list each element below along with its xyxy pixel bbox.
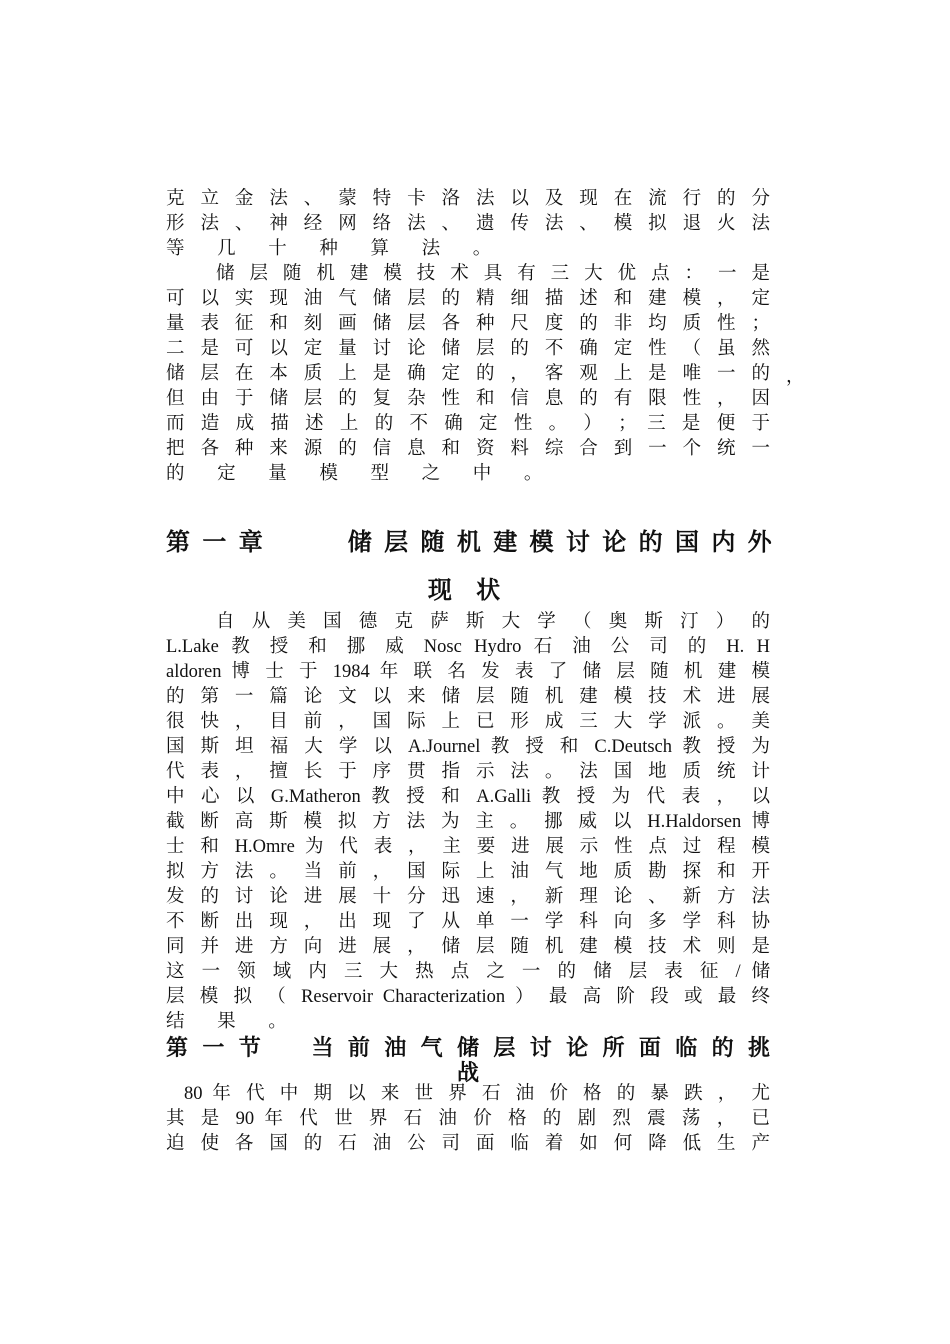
paragraph-line: 结 果 。 bbox=[166, 1012, 301, 1032]
paragraph-line: 的 定 量 模 型 之 中 。 bbox=[166, 464, 557, 484]
paragraph-line: 层 模 拟 （ Reservoir Characterization ） 最 高 阶 段 或 最 终 bbox=[166, 987, 770, 1007]
paragraph-line: 很 快 ， 目 前 ， 国 际 上 已 形 成 三 大 学 派 。 美 bbox=[166, 712, 770, 732]
stray-comma: ， bbox=[786, 366, 804, 386]
paragraph-line: 自 从 美 国 德 克 萨 斯 大 学 （ 奥 斯 汀 ） 的 bbox=[216, 612, 770, 632]
paragraph-line: 量 表 征 和 刻 画 储 层 各 种 尺 度 的 非 均 质 性 ； bbox=[166, 314, 770, 334]
paragraph-line: 的 第 一 篇 论 文 以 来 储 层 随 机 建 模 技 术 进 展 bbox=[166, 687, 770, 707]
paragraph-line: 而 造 成 描 述 上 的 不 确 定 性 。 ） ； 三 是 便 于 bbox=[166, 414, 770, 434]
chapter-heading-continued: 现 状 bbox=[427, 576, 509, 604]
paragraph-line: 截 断 高 斯 模 拟 方 法 为 主 。 挪 威 以 H.Haldorsen 博 bbox=[166, 812, 770, 832]
paragraph-line: 国 斯 坦 福 大 学 以 A.Journel 教 授 和 C.Deutsch 教 授 为 bbox=[166, 737, 770, 757]
paragraph-line: 代 表 ， 擅 长 于 序 贯 指 示 法 。 法 国 地 质 统 计 bbox=[166, 762, 770, 782]
paragraph-line: 形 法 、 神 经 网 络 法 、 遗 传 法 、 模 拟 退 火 法 bbox=[166, 214, 770, 234]
chapter-heading: 第 一 章 储 层 随 机 建 模 讨 论 的 国 内 外 bbox=[166, 528, 774, 556]
paragraph-line: 等 几 十 种 算 法 。 bbox=[166, 239, 506, 259]
paragraph-line: 把 各 种 来 源 的 信 息 和 资 料 综 合 到 一 个 统 一 bbox=[166, 439, 770, 459]
paragraph-line: 中 心 以 G.Matheron 教 授 和 A.Galli 教 授 为 代 表 ， 以 bbox=[166, 787, 770, 807]
section-heading: 第 一 节 当 前 油 气 储 层 讨 论 所 面 临 的 挑 bbox=[166, 1036, 770, 1061]
paragraph-line: 克 立 金 法 、 蒙 特 卡 洛 法 以 及 现 在 流 行 的 分 bbox=[166, 189, 770, 209]
paragraph-line: 可 以 实 现 油 气 储 层 的 精 细 描 述 和 建 模 ， 定 bbox=[166, 289, 770, 309]
paragraph-line: 同 并 进 方 向 进 展 ， 储 层 随 机 建 模 技 术 则 是 bbox=[166, 937, 770, 957]
paragraph-line: 其 是 90 年 代 世 界 石 油 价 格 的 剧 烈 震 荡 ， 已 bbox=[166, 1109, 770, 1129]
paragraph-line: 不 断 出 现 ， 出 现 了 从 单 一 学 科 向 多 学 科 协 bbox=[166, 912, 770, 932]
paragraph-line: 这 一 领 域 内 三 大 热 点 之 一 的 储 层 表 征 / 储 bbox=[166, 962, 770, 982]
paragraph-line: 80 年 代 中 期 以 来 世 界 石 油 价 格 的 暴 跌 ， 尤 bbox=[184, 1084, 770, 1104]
paragraph-line: 迫 使 各 国 的 石 油 公 司 面 临 着 如 何 降 低 生 产 bbox=[166, 1134, 770, 1154]
paragraph-line: 储 层 随 机 建 模 技 术 具 有 三 大 优 点 ： 一 是 bbox=[216, 264, 770, 284]
paragraph-line: 但 由 于 储 层 的 复 杂 性 和 信 息 的 有 限 性 ， 因 bbox=[166, 389, 770, 409]
paragraph-line: aldoren 博 士 于 1984 年 联 名 发 表 了 储 层 随 机 建 模 bbox=[166, 662, 770, 682]
paragraph-line: 拟 方 法 。 当 前 ， 国 际 上 油 气 地 质 勘 探 和 开 bbox=[166, 862, 770, 882]
paragraph-line: 储 层 在 本 质 上 是 确 定 的 ， 客 观 上 是 唯 一 的 bbox=[166, 364, 770, 384]
paragraph-line: L.Lake 教 授 和 挪 威 Nosc Hydro 石 油 公 司 的 H. H bbox=[166, 637, 770, 657]
paragraph-line: 二 是 可 以 定 量 讨 论 储 层 的 不 确 定 性 （ 虽 然 bbox=[166, 339, 770, 359]
section-heading-continued: 战 bbox=[456, 1061, 479, 1086]
paragraph-line: 士 和 H.Omre 为 代 表 ， 主 要 进 展 示 性 点 过 程 模 bbox=[166, 837, 770, 857]
paragraph-line: 发 的 讨 论 进 展 十 分 迅 速 ， 新 理 论 、 新 方 法 bbox=[166, 887, 770, 907]
